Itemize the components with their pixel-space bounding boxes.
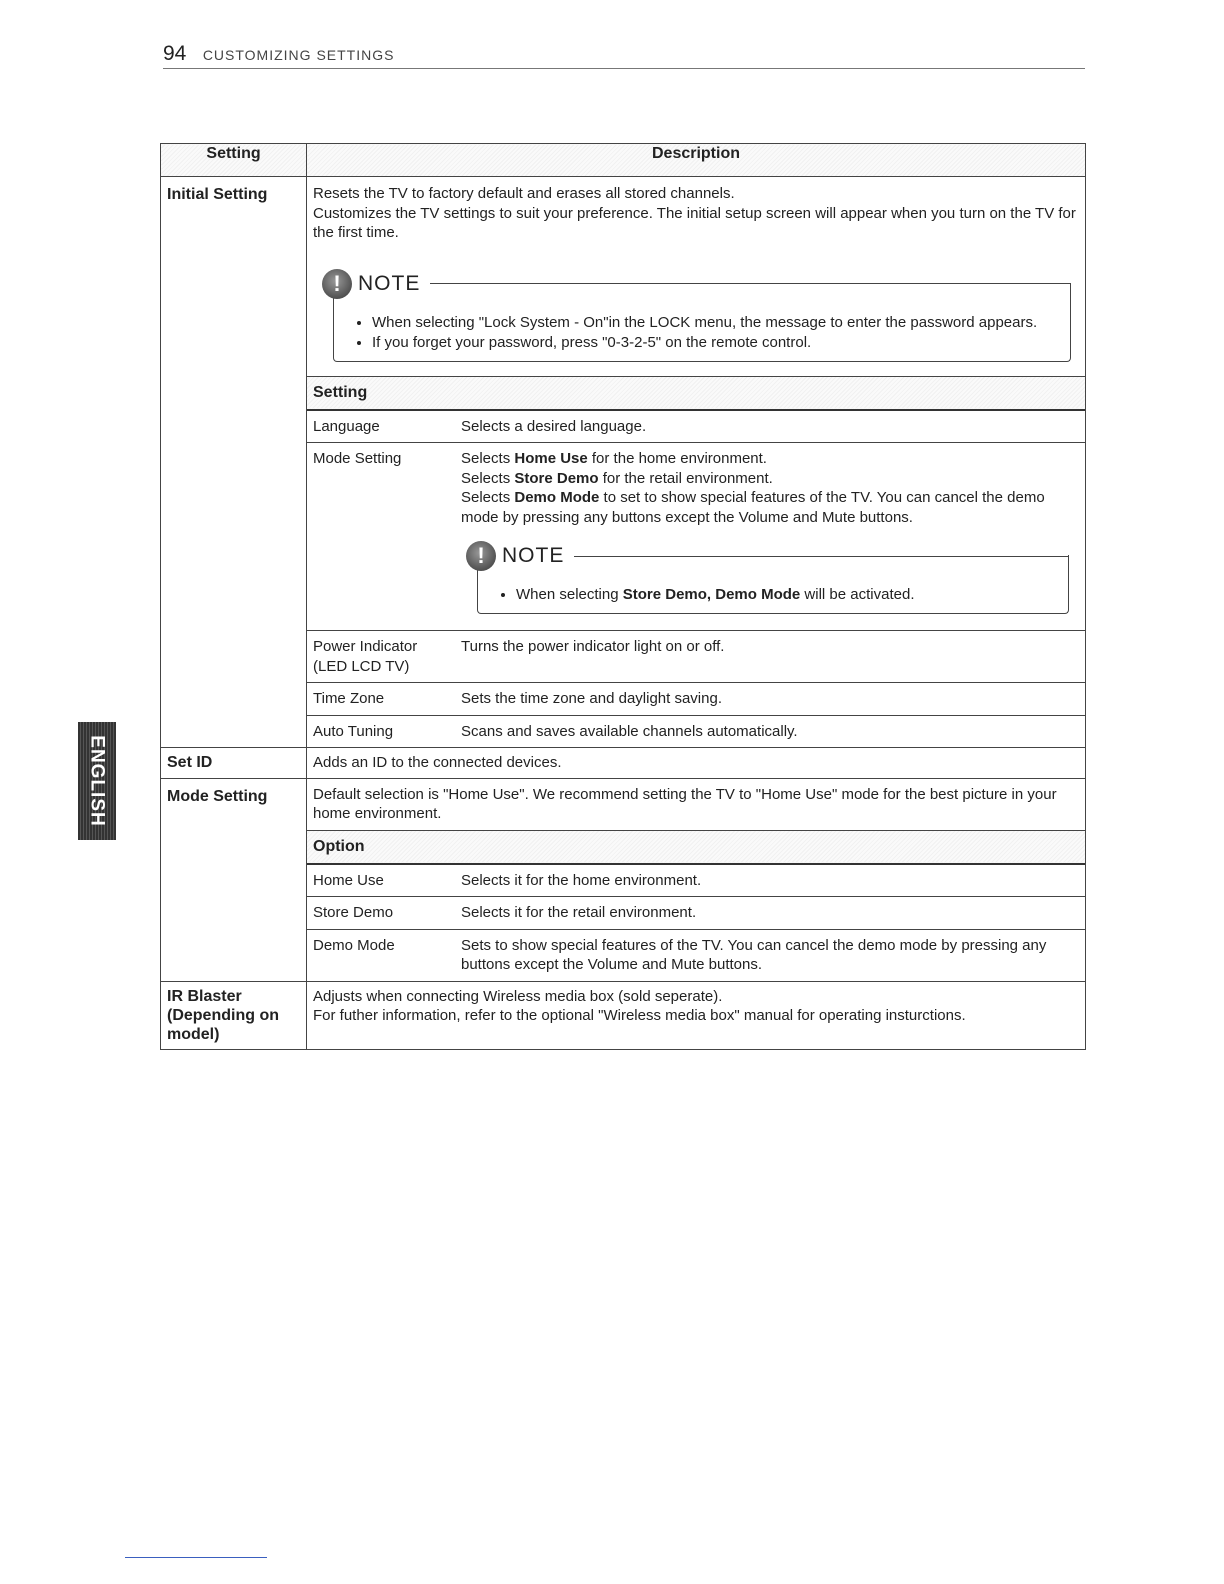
setting-description — [307, 778, 1086, 981]
settings-table — [160, 143, 1086, 1050]
note-list — [352, 313, 1062, 352]
table-row — [161, 177, 1086, 748]
column-header-description: Description — [307, 144, 1086, 177]
table-row — [307, 443, 1085, 631]
page-header — [163, 42, 1085, 69]
note-label: NOTE — [502, 544, 565, 568]
note-divider — [430, 283, 1071, 284]
description-line: Selects Demo Mode to set to show special features of the TV. You can cancel the demo mode by pressing any buttons except the Volume and Mute buttons. — [461, 489, 1045, 526]
sub-table-header — [307, 830, 1085, 864]
option-description: Turns the power indicator light on or off. — [455, 631, 1085, 683]
table-row — [307, 715, 1085, 747]
table-row — [307, 410, 1085, 443]
option-name: Mode Setting — [307, 443, 455, 631]
description-line: Selects Store Demo for the retail environment. — [461, 469, 773, 487]
setting-name-ir-blaster: IR Blaster (Depending on model) — [161, 981, 307, 1049]
note-label: NOTE — [358, 271, 421, 295]
setting-name-mode-setting: Mode Setting — [161, 778, 307, 981]
table-row — [307, 631, 1085, 683]
bold-term: Store Demo — [514, 469, 599, 487]
sub-table-option — [307, 830, 1085, 981]
setting-name-set-id: Set ID — [161, 748, 307, 779]
table-row — [307, 683, 1085, 716]
option-description — [455, 443, 1085, 631]
description-text: Adjusts when connecting Wireless media box (sold seperate). — [313, 987, 723, 1005]
option-description: Selects a desired language. — [455, 410, 1085, 443]
setting-name-initial-setting: Initial Setting — [161, 177, 307, 748]
option-name: Home Use — [307, 864, 455, 897]
description-text: Default selection is "Home Use". We recommend setting the TV to "Home Use" mode for the best picture in your home environment. — [313, 785, 1057, 822]
table-row — [307, 897, 1085, 930]
language-tab-label: ENGLISH — [87, 735, 109, 827]
column-header-setting: Setting — [161, 144, 307, 177]
sub-header-label: Option — [307, 830, 1085, 864]
option-description: Selects it for the home environment. — [455, 864, 1085, 897]
description-text: Customizes the TV settings to suit your preference. The initial setup screen will appear when you turn on the TV for the first time. — [313, 204, 1076, 241]
language-tab — [78, 722, 116, 840]
note-item: • When selecting Store Demo, Demo Mode will be activated. — [516, 585, 1060, 604]
note-header — [477, 543, 1069, 568]
note-divider — [574, 556, 1069, 557]
sub-table-header — [307, 376, 1085, 410]
page-number: 94 — [163, 42, 187, 65]
option-name: Language — [307, 410, 455, 443]
table-row — [307, 929, 1085, 981]
footer-rule — [125, 1557, 267, 1558]
setting-description — [307, 177, 1086, 748]
bold-term: Home Use — [514, 450, 588, 467]
setting-description — [307, 748, 1086, 779]
option-name: Auto Tuning — [307, 715, 455, 747]
exclamation-icon: ! — [466, 541, 496, 571]
section-title: CUSTOMIZING SETTINGS — [202, 47, 395, 63]
note-box — [477, 543, 1069, 614]
table-row — [307, 864, 1085, 897]
exclamation-icon: ! — [322, 269, 352, 299]
table-header-row — [161, 144, 1086, 177]
table-row — [161, 778, 1086, 981]
sub-table-setting — [307, 376, 1085, 748]
note-header — [333, 270, 1071, 296]
option-name: Demo Mode — [307, 929, 455, 981]
setting-description — [307, 981, 1086, 1049]
description-text: Adds an ID to the connected devices. — [313, 754, 562, 771]
table-row — [161, 748, 1086, 779]
option-description: Selects it for the retail environment. — [455, 897, 1085, 930]
option-name: Time Zone — [307, 683, 455, 716]
table-row — [161, 981, 1086, 1049]
option-description: Sets to show special features of the TV. You can cancel the demo mode by pressing any buttons except the Volume and Mute buttons. — [455, 929, 1085, 981]
bold-term: Demo Mode — [514, 489, 600, 506]
description-line: Selects Home Use for the home environment. — [461, 450, 767, 467]
option-description: Sets the time zone and daylight saving. — [455, 683, 1085, 716]
option-name: Store Demo — [307, 897, 455, 930]
note-item: • When selecting "Lock System - On"in the LOCK menu, the message to enter the password appears. — [372, 313, 1062, 332]
description-text: For futher information, refer to the optional "Wireless media box" manual for operating insturctions. — [313, 1007, 966, 1024]
note-box — [333, 270, 1071, 362]
sub-header-label: Setting — [307, 376, 1085, 410]
description-text: Resets the TV to factory default and erases all stored channels. — [313, 185, 735, 202]
note-list — [496, 585, 1060, 604]
option-description: Scans and saves available channels automatically. — [455, 715, 1085, 747]
note-item: • If you forget your password, press "0-3-2-5" on the remote control. — [372, 333, 1062, 352]
option-name: Power Indicator (LED LCD TV) — [307, 631, 455, 683]
